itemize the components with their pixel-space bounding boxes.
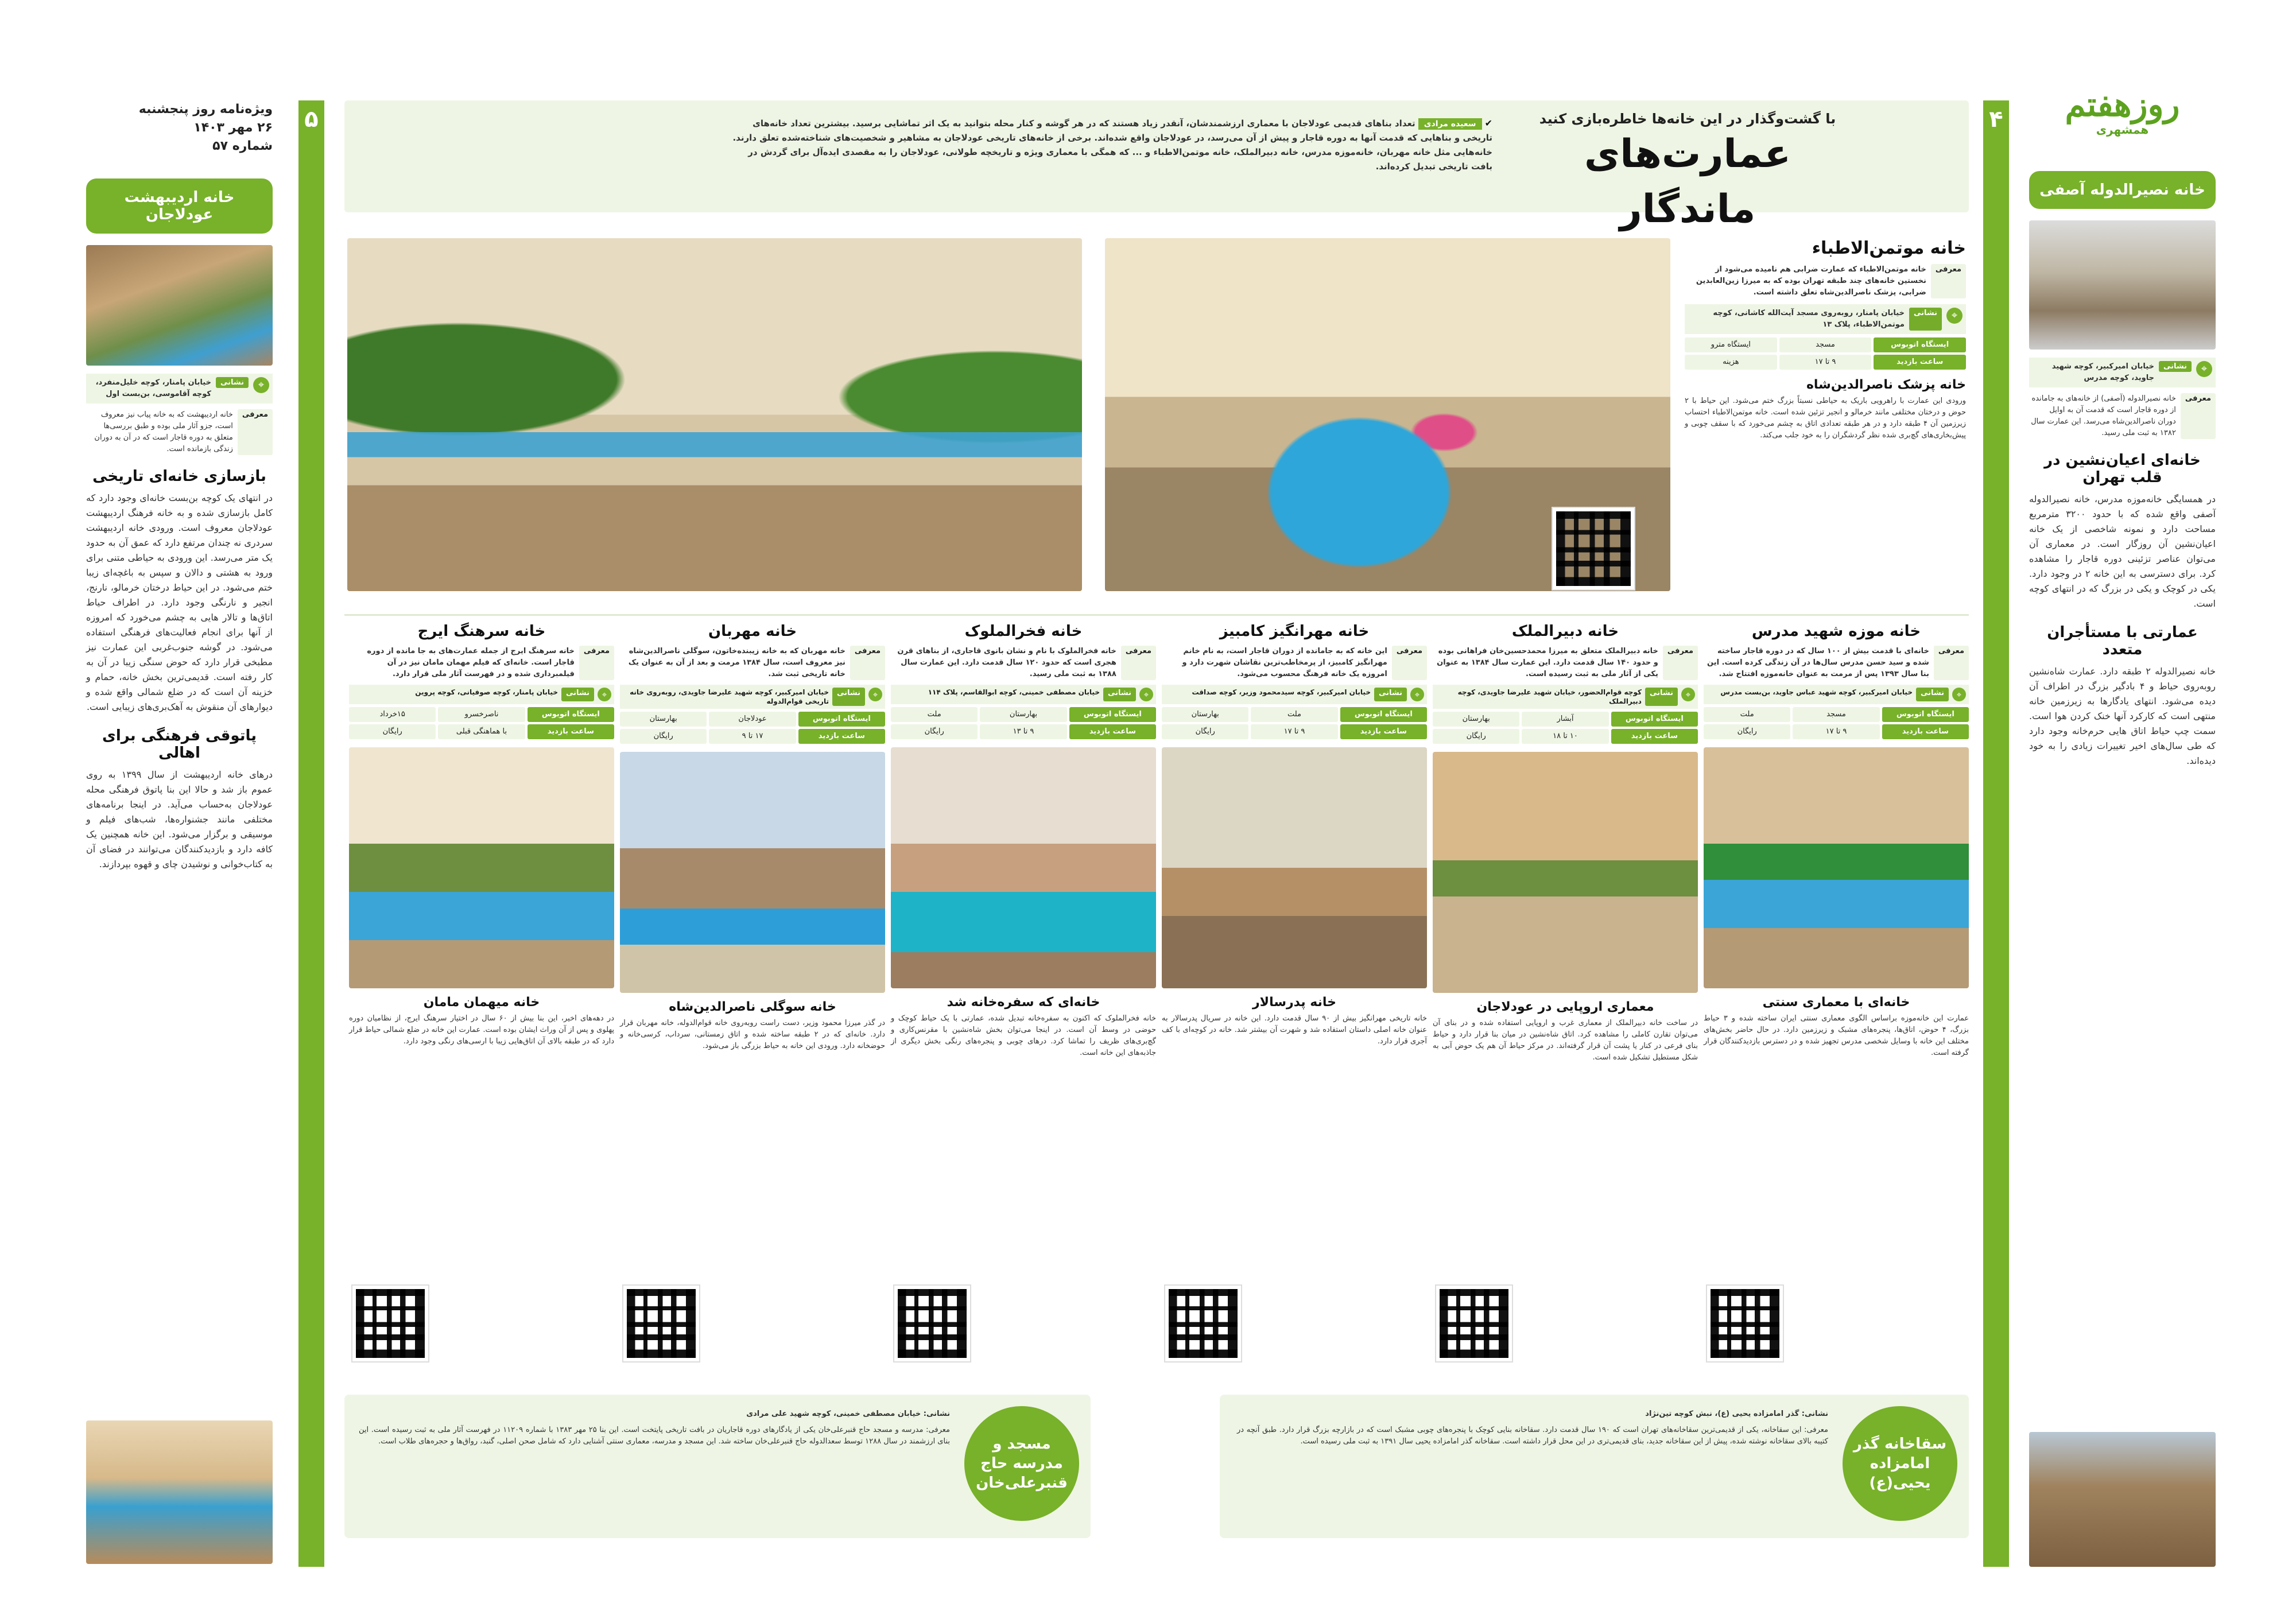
house-title: خانه فخرالملوک xyxy=(964,623,1083,640)
address-row xyxy=(891,685,1156,704)
cost-value: رایگان xyxy=(620,729,707,744)
house-column xyxy=(620,623,885,1384)
house-caption: خانه‌ای با معماری سنتی xyxy=(1762,995,1910,1010)
intro-label: معرفی xyxy=(850,646,885,680)
address-row xyxy=(1433,685,1698,709)
intro-text: خانه نصیرالدوله (آصفی) از خانه‌های به جامانده از دوره قاجار است که قدمت آن به اوایل دوران ناصرالدین‌شاه می‌رسد. این عمارت سال ۱۳۸۲ به ثبت ملی رسید. xyxy=(2031,394,2176,437)
house-photo xyxy=(1162,747,1427,988)
qr-code[interactable] xyxy=(623,1286,699,1361)
metro-value: بهارستان xyxy=(620,712,707,727)
intro-label: معرفی xyxy=(238,409,273,455)
metro-value: بهارستان xyxy=(1162,707,1248,722)
paragraph-2: درهای خانه اردیبهشت از سال ۱۳۹۹ به روی عموم باز شد و حالا این بنا پاتوق فرهنگی محله عودلاجان به‌حساب می‌آید. در اینجا برنامه‌های مختلفی مانند جشنواره‌ها، شب‌های فیلم و موسیقی و برگزار می‌شود. این خانه همچنین یک کافه دارد و بازدیدکنندگان می‌توانند در فضای آن به کتاب‌خوانی و نوشیدن چای و قهوه بپردازند. xyxy=(86,769,273,870)
house-text: در دهه‌های اخیر، این بنا بیش از ۶۰ سال در اختیار سرهنگ ایرج، از نظامیان دوره پهلوی و پس از آن وراث ایشان بوده است. عمارت این خانه در ضلع شمالی حیاط قرار دارد که در طبقه بالای آن اتاق‌هایی زیبا با ارسی‌های رنگی وجود دارد. xyxy=(349,1014,615,1046)
house-text: در ساخت خانه دبیرالملک از معماری غرب و اروپایی استفاده شده و در بنای آن می‌توان تقارن کاملی را مشاهده کرد. اتاق شاه‌نشین در میان بنا قرار دارد و حیاط بنای فرعی در کنار یا پشت آن قرار گرفته‌اند. در مرکز حیاط آن هم یک حوض آبی به شکل مستطیل تشکیل شده است. xyxy=(1433,1019,1698,1062)
bus-label: ایستگاه اتوبوس xyxy=(798,712,885,727)
badge-circle xyxy=(964,1406,1079,1521)
left-rail xyxy=(86,100,273,1564)
house-title: خانه موزه شهید مدرس xyxy=(1751,623,1921,640)
metro-value: ملت xyxy=(1704,707,1790,722)
bus-value: مسجد xyxy=(1793,707,1879,722)
intro-label: معرفی xyxy=(1392,646,1427,680)
intro-label: معرفی xyxy=(1121,646,1156,680)
house-address: کوچه قوام‌الحضور، خیابان شهید علیرضا جاویدی، کوچه دبیرالملک xyxy=(1457,688,1642,705)
house-column xyxy=(1433,623,1698,1384)
section-title-box xyxy=(86,178,273,234)
feature-intro-row xyxy=(1685,264,1966,298)
address-row xyxy=(1704,685,1969,704)
metro-label: ایستگاه مترو xyxy=(1685,337,1777,352)
heading-2: پاتوقی فرهنگی برای اهالی xyxy=(102,727,257,762)
hours-value: ۱۰ تا ۱۸ xyxy=(1522,729,1608,744)
author-name: سعیده مرادی xyxy=(1418,118,1482,130)
feature-subtitle: خانه پزشک ناصرالدین‌شاه xyxy=(1806,378,1966,392)
address-row xyxy=(86,374,273,403)
house-caption: خانه‌ای که سفره‌خانه شد xyxy=(947,995,1100,1010)
address-label: نشانی xyxy=(216,377,249,388)
headline-block xyxy=(1538,111,1837,237)
hours-value: ۹ تا ۱۷ xyxy=(1793,724,1879,739)
intro-text: معرفی: مدرسه و مسجد حاج قنبرعلی‌خان یکی از یادگارهای دوره قاجاریان در بافت تاریخی پایتخت است. این بنا ۲۵ مهر ۱۳۸۳ با شماره ۱۱۲۰۹ در فهرست آثار ملی به ثبت رسیده است. این بنای ارزشمند در سال ۱۲۸۸ توسط سعدالدوله حاج قنبرعلی‌خان ساخته شد. این مسجد و مدرسه، معماری سنتی آشنایی دارد که شامل صحن اصلی، گنبد، رواق‌ها و حجره‌های طلاب است. xyxy=(359,1426,950,1446)
address-label: نشانی xyxy=(1916,688,1949,701)
house-columns xyxy=(344,616,1969,1384)
photo-large-left xyxy=(347,238,1082,591)
address-label: نشانی xyxy=(1103,688,1136,701)
location-icon: ⌖ xyxy=(1952,688,1966,701)
masthead-logo xyxy=(2029,86,2216,137)
cost-value: رایگان xyxy=(891,724,978,739)
paragraph-1: در انتهای یک کوچه بن‌بست خانه‌ای وجود دارد که کامل بازسازی شده و به خانه فرهنگ اردیبهشت عودلاجان معروف است. ورودی خانه اردیبهشت سردری نه چندان مرتفع دارد که عمق آن به حدود یک متر می‌رسد. این ورودی به حیاطی متنی برای ورود به هشتی و دالان و سپس به باغچه‌ای زیبا ختم می‌شود. در این حیاط درختان خرمالو، نارنج، انجیر و نارنگی وجود دارد. در اطراف حیاط اتاق‌ها و تالار هایی به چشم می‌خورد که امروزه از آنها برای انجام فعالیت‌های فرهنگی استفاده می‌شود. در گوشه جنوب‌غربی این عمارت نیز مطبخی قرار دارد که حوض سنگی زیبا در آن به کار رفته است. قدیمی‌ترین بخش خانه، حمام و خزینه آن است که در ضلع شمالی واقع شده و دیوارهای آن منقوش به آهک‌بری‌های زیبایی است. xyxy=(86,492,273,712)
bottom-box-left xyxy=(344,1395,1091,1538)
feature-title: خانه موتمن‌الاطباء xyxy=(1812,238,1966,258)
section-title: خانه نصیرالدوله آصفی xyxy=(2039,181,2205,199)
article-header xyxy=(344,100,1969,232)
address-text: خیابان امیرکبیر، کوچه شهید جاوید، کوچه مدرس xyxy=(2051,362,2154,382)
address-label: نشانی xyxy=(1374,688,1407,701)
hours-value: ۹ تا ۱۷ xyxy=(1251,724,1337,739)
paragraph-1: در همسایگی خانه‌موزه مدرس، خانه نصیرالدوله آصفی واقع شده که با حدود ۳۲۰۰ مترمربع مساحت دارد و نمونه شاخصی از یک خانه اعیان‌نشین آن روزگار است. در معماری آن می‌توان عناصر تزئینی دوره قاجار را مشاهده کرد. برای دسترسی به این خانه ۲ در وجود دارد. یکی در کوچک و یکی در بزرگ که در انتهای کوچه است. xyxy=(2029,494,2216,609)
transport-table xyxy=(891,707,1156,739)
address-label: نشانی xyxy=(1909,308,1942,331)
location-icon: ⌖ xyxy=(598,688,611,701)
right-page-number: ۴ xyxy=(1989,106,2003,133)
issue-number: شماره ۵۷ xyxy=(212,139,273,153)
feature-address-row xyxy=(1685,304,1966,334)
address-label: نشانی xyxy=(561,688,594,701)
hours-label: ساعت بازدید xyxy=(1882,724,1969,739)
intro-label: معرفی xyxy=(1931,264,1966,298)
house-photo xyxy=(349,747,614,988)
left-page-bar xyxy=(298,100,324,1567)
qr-code[interactable] xyxy=(1165,1286,1241,1361)
paragraph-2: خانه نصیرالدوله ۲ طبقه دارد. عمارت شاه‌نشین رو‌به‌روی حیاط و ۴ بادگیر بزرگ در اطراف آن دیده می‌شود. انتهای یادگارها به زیرزمین خانه منتهی است که کارکرد آنها خنک کردن هوا است. سمت چپ حیاط اتاق هایی حرم‌خانه وجود دارد که طی سال‌های اخیر تغییرات زیادی را به خود دیده‌اند. xyxy=(2029,666,2216,766)
intro-row xyxy=(620,646,885,680)
house-caption: معماری اروپایی در عودلاجان xyxy=(1476,1000,1654,1014)
location-icon: ⌖ xyxy=(2196,361,2212,377)
left-page-number: ۵ xyxy=(304,106,319,133)
house-text: عمارت این خانه‌موزه براساس الگوی معماری سنتی ایران ساخته شده و ۳ حیاط بزرگ، ۴ حوض، اتاق‌ها، پنجره‌های مشبک و زیرزمین دارد. در حال حاضر بخش‌های مختلف این خانه با وسایل شخصی مدرس تجهیز شده و در دسترس بازدید‌کنندگان قرار گرفته است. xyxy=(1704,1014,1969,1057)
intro-label: معرفی xyxy=(2181,393,2216,439)
qr-code[interactable] xyxy=(1553,508,1634,589)
intro-row xyxy=(349,646,614,680)
bus-value: ملت xyxy=(1251,707,1337,722)
house-caption: خانه پدرسالار xyxy=(1252,995,1336,1010)
house-column xyxy=(1162,623,1427,1384)
feature-transport-table xyxy=(1685,337,1966,370)
location-icon: ⌖ xyxy=(1946,308,1963,324)
location-icon: ⌖ xyxy=(1139,688,1153,701)
bus-label: ایستگاه اتوبوس xyxy=(1611,712,1698,727)
intro-row xyxy=(1162,646,1427,680)
metro-value: بهارستان xyxy=(1433,712,1519,727)
house-text: خانه فخرالملوک که اکنون به سفره‌خانه تبدیل شده، عمارتی با یک حیاط کوچک و حوضی در وسط آن است. در اینجا می‌توان بخش شاه‌نشین با مقرنس‌کاری و گچ‌بری‌های ظریف را تماشا کرد. درهای چوبی و پنجره‌های رنگی بخش دیگری از جاذبه‌های این خانه است. xyxy=(891,1014,1156,1057)
heading-2: عمارتی با مستأجران متعدد xyxy=(2047,624,2198,658)
bus-label: ایستگاه اتوبوس xyxy=(1874,337,1966,352)
logo-text: روزهفتم xyxy=(2065,85,2180,124)
house-intro: خانه فخرالملوک با نام و نشان بانوی قاجاری، از بناهای قرن هجری است که حدود ۱۲۰ سال قدمت دارد. این عمارت سال ۱۳۸۸ به ثبت ملی رسید. xyxy=(897,647,1116,678)
house-intro: خانه مهربان که به خانه زیبنده‌خاتون، سوگلی ناصرالدین‌شاه نیز معروف است، سال ۱۳۸۴ مرمت و بعد از آن به عنوان یک خانه تاریخی ثبت شد. xyxy=(628,647,846,678)
house-photo xyxy=(891,747,1156,988)
main-title: عمارت‌های ماندگار xyxy=(1584,131,1791,232)
issue-info xyxy=(86,100,273,156)
hours-label: ساعت بازدید xyxy=(528,724,614,739)
house-title: خانه مهربان xyxy=(708,623,797,640)
house-address: خیابان پامنار، کوچه صوفیانی، کوچه پروین xyxy=(415,688,558,696)
section-title: خانه اردیبهشت عودلاجان xyxy=(124,189,235,223)
rail-photo-bottom xyxy=(86,1420,273,1564)
house-address: خیابان امیرکبیر، کوچه شهید عباس جاوید، بن‌بست مدرس xyxy=(1720,688,1913,696)
house-address: خیابان مصطفی خمینی، کوچه ابوالقاسم، پلاک ۱۱۴ xyxy=(928,688,1100,696)
right-page-bar xyxy=(1983,100,2009,1567)
transport-table xyxy=(620,712,885,744)
bus-value: بهارستان xyxy=(980,707,1066,722)
rail-photo-top xyxy=(86,245,273,366)
address-row xyxy=(349,685,614,704)
location-icon: ⌖ xyxy=(1681,688,1695,701)
transport-table xyxy=(1162,707,1427,739)
cost-value: رایگان xyxy=(1162,724,1248,739)
cost-value: رایگان xyxy=(1433,729,1519,744)
heading-1: بازسازی خانه‌ای تاریخی xyxy=(92,468,266,485)
issue-date: ۲۶ مهر ۱۴۰۳ xyxy=(193,121,273,135)
metro-value: ۱۵خرداد xyxy=(349,707,436,722)
transport-table xyxy=(1704,707,1969,739)
intro-label: معرفی xyxy=(579,646,614,680)
qr-code[interactable] xyxy=(352,1286,428,1361)
right-rail xyxy=(2029,86,2216,1567)
address-label: نشانی xyxy=(1645,688,1678,706)
badge-circle xyxy=(1843,1406,1957,1521)
feature-address: خیابان پامنار، روبه‌روی مسجد آیت‌الله کاشانی، کوچه موتمن‌الاطباء، پلاک ۱۳ xyxy=(1713,309,1905,329)
intro-text: خانه اردیبهشت که به خانه پیاب نیز معروف است، جزو آثار ملی بوده و طبق بررسی‌ها متعلق به دوره قاجار است که در آن به دوران زندگی بازمانده است. xyxy=(94,410,233,453)
bus-value: ناصرخسرو xyxy=(438,707,525,722)
intro-row xyxy=(1433,646,1698,680)
address-text: خیابان پامنار، کوچه خلیل‌منفرد، کوچه آقاموسی، بن‌بست اول xyxy=(95,378,211,398)
house-title: خانه مهرانگیز کامبیز xyxy=(1219,623,1370,640)
kicker: با گشت‌وگذار در این خانه‌ها خاطره‌بازی کنید xyxy=(1539,111,1836,127)
cost-label: هزینه xyxy=(1685,355,1777,370)
house-intro: این خانه که به جامانده از دوران قاجار است، به نام خانم مهرانگیز کامبیز، از پرمخاطب‌ترین نقاشان شهرت دارد و امروزه یک خانه فرهنگ محسوب می‌شود. xyxy=(1182,647,1387,678)
location-icon: ⌖ xyxy=(1410,688,1424,701)
hours-label: ساعت بازدید xyxy=(1611,729,1698,744)
qr-code[interactable] xyxy=(894,1286,970,1361)
issue-line-1: ویژه‌نامه روز پنجشنبه xyxy=(138,102,273,117)
intro-text: معرفی: این سقاخانه، یکی از قدیمی‌ترین سقاخانه‌های تهران است که ۱۹۰ سال قدمت دارد. سقاخانه بنایی کوچک با پنجره‌های چوبی مشبک است که در بازارچه بزرگ قرار دارد. طبق آنچه در کتیبه بالای سقاخانه نوشته شده، پیش از این سقاخانه جدید، بنای قدیمی‌تری در این محل قرار داشته است. سقاخانه گذر امامزاده یحیی سال ۱۳۹۱ به ثبت ملی رسیده است. xyxy=(1237,1426,1828,1446)
house-photo xyxy=(1433,752,1698,993)
hours-label: ساعت بازدید xyxy=(1340,724,1427,739)
house-address: خیابان امیرکبیر، کوچه سیدمحمود وزیر، کوچه صداقت xyxy=(1192,688,1371,696)
cost-value: رایگان xyxy=(349,724,436,739)
location-icon: ⌖ xyxy=(868,688,882,701)
house-intro: خانه سرهنگ ایرج از جمله عمارت‌های به جا مانده از دوره قاجار است. خانه‌ای که فیلم مهمان مامان نیز در آن فیلمبرداری شده و در فهرست آثار ملی قرار دارد. xyxy=(367,647,575,678)
address-label: نشانی xyxy=(2159,361,2192,372)
cost-value: رایگان xyxy=(1704,724,1790,739)
house-photo xyxy=(1704,747,1969,988)
address-row xyxy=(620,685,885,709)
bus-value: عودلاجان xyxy=(709,712,796,727)
address-row xyxy=(2029,358,2216,387)
hours-label: ساعت بازدید xyxy=(1069,724,1156,739)
feature-subtext: ورودی این عمارت با راهرویی باریک به حیاطی نسبتاً بزرگ ختم می‌شود. این حیاط با ۲ حوض و درختان مختلفی مانند خرمالو و انجیر تزئین شده است. خانه موتمن‌الاطباء احتساب زیرزمین آن ۴ طبقه دارد و در هر طبقه تعدادی اتاق به چشم می‌خورد که با سقف چوبی و پیش‌بخاری‌های گچ‌بری شده نظر گردشگران را به خود جلب می‌کند. xyxy=(1685,397,1966,440)
house-column xyxy=(891,623,1156,1384)
bus-label: ایستگاه اتوبوس xyxy=(1340,707,1427,722)
house-photo xyxy=(620,752,885,993)
house-caption: خانه سوگلی ناصرالدین‌شاه xyxy=(669,1000,836,1014)
rail-photo-top xyxy=(2029,220,2216,350)
rail-photo-bottom xyxy=(2029,1432,2216,1567)
badge-text: مسجد و مدرسه حاج قنبرعلی‌خان xyxy=(976,1435,1068,1492)
bus-value: آبشار xyxy=(1522,712,1608,727)
transport-table xyxy=(1433,712,1698,744)
intro-row xyxy=(891,646,1156,680)
house-intro: خانه‌ای با قدمت بیش از ۱۰۰ سال که در دوره قاجار ساخته شده و سید حسن مدرس سال‌ها در آن زندگی کرده است. این بنا سال ۱۳۹۳ پس از مرمت به عنوان خانه‌موزه افتتاح شد. xyxy=(1707,647,1929,678)
address-text: نشانی: گذر امامزاده یحیی (ع)، نبش کوچه تین‌نژاد xyxy=(1645,1410,1828,1418)
transport-table xyxy=(349,707,614,739)
qr-code[interactable] xyxy=(1436,1286,1512,1361)
badge-text: سقاخانه گذر امامزاده یحیی(ع) xyxy=(1853,1435,1947,1492)
intro-row xyxy=(1704,646,1969,680)
hours-value: با هماهنگی قبلی xyxy=(438,724,525,739)
house-text: در گذر میرزا محمود وزیر، دست راست روبه‌روی خانه قوام‌الدوله، خانه مهربان قرار دارد. خانه‌ای که در ۲ طبقه ساخته شده و اتاق زمستانی، سرداب، کرسی‌خانه و حوضخانه دارد. ورودی این خانه به حیاط بزرگی باز می‌شود. xyxy=(620,1019,885,1050)
lead-block xyxy=(729,117,1492,174)
metro-value: ملت xyxy=(891,707,978,722)
intro-row xyxy=(2029,393,2216,439)
bus-value: مسجد xyxy=(1779,337,1872,352)
feature-intro: خانه موتمن‌الاطباء که عمارت ضرابی هم نامیده می‌شود از نخستین خانه‌های چند طبقه تهران بوده که به میرزا زین‌العابدین ضرابی، پزشک ناصرالدین‌شاه تعلق داشته است. xyxy=(1696,265,1926,297)
house-column xyxy=(349,623,614,1384)
house-column xyxy=(1704,623,1969,1384)
bus-label: ایستگاه اتوبوس xyxy=(528,707,614,722)
house-caption: خانه میهمان مامان xyxy=(423,995,540,1010)
bottom-right-text xyxy=(1237,1408,1828,1447)
section-title-box xyxy=(2029,171,2216,209)
logo-sub: همشهری xyxy=(2096,123,2149,137)
hours-value: ۹ تا ۱۷ xyxy=(1779,355,1872,370)
hours-label: ساعت بازدید xyxy=(798,729,885,744)
heading-1: خانه‌ای اعیان‌نشین در قلب تهران xyxy=(2044,452,2201,486)
qr-code[interactable] xyxy=(1707,1286,1783,1361)
house-title: خانه دبیرالملک xyxy=(1511,623,1619,640)
house-title: خانه سرهنگ ایرج xyxy=(417,623,546,640)
hours-value: ۱۷ تا ۹ xyxy=(709,729,796,744)
bus-label: ایستگاه اتوبوس xyxy=(1882,707,1969,722)
house-text: خانه تاریخی مهرانگیز بیش از ۹۰ سال قدمت دارد. این خانه در سریال پدرسالار به عنوان خانه اصلی داستان استفاده شد و شهرت آن بیشتر شد. خانه در کوچه‌ای با کف آجری قرار دارد. xyxy=(1162,1014,1427,1046)
intro-label: معرفی xyxy=(1934,646,1969,680)
hours-label: ساعت بازدید xyxy=(1874,355,1966,370)
check-icon: ✔ xyxy=(1484,118,1492,129)
intro-row xyxy=(86,409,273,455)
address-row xyxy=(1162,685,1427,704)
author-line xyxy=(1418,118,1492,129)
intro-label: معرفی xyxy=(1663,646,1698,680)
houses-section xyxy=(344,614,1969,1377)
feature-block xyxy=(1685,238,1966,594)
house-intro: خانه دبیرالملک متعلق به میرزا محمدحسین‌خان فراهانی بوده و حدود ۱۴۰ سال قدمت دارد. این عمارت سال ۱۳۸۴ به عنوان یکی از آثار ملی به ثبت رسیده است. xyxy=(1437,647,1658,678)
hours-value: ۹ تا ۱۳ xyxy=(980,724,1066,739)
location-icon: ⌖ xyxy=(253,377,269,393)
house-address: خیابان امیرکبیر، کوچه شهید علیرضا جاویدی، روبه‌روی خانه تاریخی قوام‌الدوله xyxy=(630,688,829,705)
bottom-box-right xyxy=(1220,1395,1969,1538)
address-label: نشانی xyxy=(832,688,865,706)
bottom-left-text xyxy=(359,1408,950,1447)
bus-label: ایستگاه اتوبوس xyxy=(1069,707,1156,722)
address-text: نشانی: خیابان مصطفی خمینی، کوچه شهید علی مرادی xyxy=(746,1410,950,1418)
lead-text: تعداد بناهای قدیمی عودلاجان با معماری ارزشمندشان، آنقدر زیاد هستند که در هر گوشه و کنار محله بتوانید به یک اثر تماشایی برسید. بیشترین تعداد خانه‌های تاریخی و بناهایی که قدمت آنها به دوره قاجار و پیش از آن می‌رسد، در عودلاجان واقع شده‌اند. برخی از خانه‌های تاریخی عودلاجان به مشاهیر و شخصیت‌های شناخته‌شده تعلق دارند. خانه‌هایی مثل خانه مهربان، خانه‌موزه مدرس، خانه دبیرالملک، خانه موتمن‌الاطباء و ... که همگی با معماری ویژه و تاریخچه طولانی، عودلاجان را به مقصدی ایده‌آل برای گردش در بافت تاریخی تبدیل کرده‌اند. xyxy=(732,118,1492,172)
